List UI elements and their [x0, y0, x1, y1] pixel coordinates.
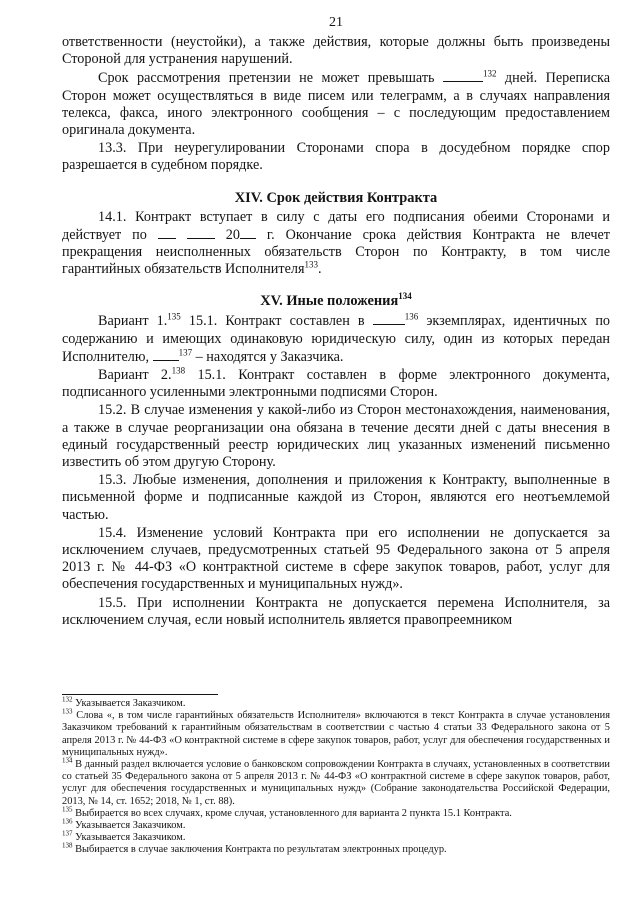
- footnote-ref: 132: [482, 68, 497, 79]
- paragraph-14-1: 14.1. Контракт вступает в силу с даты его подписания обеими Сторонами и действует по 20 г. Окончание срока действия Контракта не влечет прекращения неисполненных обязательств Сторон по Контракту, в том числе гарантийных обязательств Исполнителя$^{133}$.: [62, 208, 611, 278]
- footnotes: [62, 695, 610, 857]
- footnote-ref: 136: [404, 311, 419, 322]
- paragraph-variant-2: Вариант 2.$^{138}$ 15.1. Контракт составлен в форме электронного документа, подписанного усиленными электронными подписями Сторон.: [62, 365, 610, 401]
- fill-blank: [240, 226, 256, 239]
- paragraph-15-4: 15.4. Изменение условий Контракта при его исполнении не допускается за исключением случаев, предусмотренных статьей 95 Федерального закона от 5 апреля 2013 г. № 44-ФЗ «О контрактной системе в сфере закупок товаров, работ, услуг для обеспечения государственных и муниципальных нужд».: [62, 524, 610, 593]
- paragraph-13-3: 13.3. При неурегулировании Сторонами спора в досудебном порядке спор разрешается в судебном порядке.: [62, 140, 610, 174]
- fill-blank: [443, 69, 483, 82]
- footnote-item: $^{137}$ Указывается Заказчиком.: [62, 829, 186, 844]
- fill-blank: [373, 312, 405, 325]
- document-page: [62, 14, 610, 629]
- page-number: 21: [329, 15, 343, 30]
- paragraph-15-3: 15.3. Любые изменения, дополнения и приложения к Контракту, выполненные в письменной форме и подписанные каждой из Сторон, являются его неотъемлемой частью.: [62, 472, 610, 523]
- document-body: [62, 34, 610, 629]
- paragraph-15-5: 15.5. При исполнении Контракта не допускается перемена Исполнителя, за исключением случая, если новый исполнитель является правопреемником: [62, 594, 610, 628]
- fill-blank: [153, 348, 179, 361]
- footnote-ref: 133: [304, 259, 318, 270]
- footnote-item: $^{135}$ Выбирается во всех случаях, кроме случая, установленного для варианта 2 пункта 15.1 Контракта.: [62, 805, 512, 819]
- fill-blank: [187, 226, 215, 239]
- footnote-item: $^{136}$ Указывается Заказчиком.: [62, 817, 186, 832]
- fill-blank: [158, 226, 176, 239]
- footnote-ref: 138: [171, 365, 186, 376]
- footnote-ref: 134: [398, 291, 412, 302]
- footnote-separator: [62, 694, 218, 695]
- footnote-item: $^{134}$ В данный раздел включается условие о банковском сопровождении Контракта в случаях, установленных в соответствии со статьей 35 Федерального закона от 5 апреля 2013 г. № 44-ФЗ «О контрактной системе в сфере закупок товаров, работ, услуг для обеспечения государственных и муниципальных нужд» (Собрание законодательства Российской Федерации, 2013, № 14, ст. 1652; 2018, № 1, ст. 88).: [62, 756, 610, 807]
- paragraph-claim-period: Срок рассмотрения претензии не может превышать $^{132}$ дней. Переписка Сторон может осуществляться в виде писем или телеграмм, а в случаях направления телекса, факса, иного электронного сообщения – с последующим предоставлением оригинала документа.: [62, 68, 611, 139]
- footnote-ref: 137: [178, 347, 193, 358]
- section-heading-xiv: XIV. Срок действия Контракта: [234, 189, 438, 206]
- section-heading-xv: XV. Иные положения$^{134}$: [260, 291, 412, 310]
- footnote-item: $^{138}$ Выбирается в случае заключения Контракта по результатам электронных процедур.: [62, 841, 447, 856]
- paragraph-continuation: ответственности (неустойки), а также действия, которые должны быть произведены Стороной для устранения нарушений.: [62, 34, 610, 68]
- footnote-item: $^{133}$ Слова «, в том числе гарантийных обязательств Исполнителя» включаются в текст Контракта в случае установления Заказчиком требований к гарантийным обязательствам в соответствии с частью 4 статьи 33 Федерального закона от 5 апреля 2013 г. № 44-ФЗ «О контрактной системе в сфере закупок товаров, работ, услуг для обеспечения государственных и муниципальных нужд».: [62, 707, 610, 758]
- footnote-item: $^{132}$ Указывается Заказчиком.: [62, 695, 186, 709]
- paragraph-15-2: 15.2. В случае изменения у какой-либо из Сторон местонахождения, наименования, а также в случае реорганизации она обязана в течение десяти дней с даты внесения в единый государственный реестр юридических лиц указанных изменений письменно известить об этом другую Сторону.: [62, 402, 610, 471]
- paragraph-variant-1: Вариант 1.$^{135}$ 15.1. Контракт составлен в $^{136}$ экземплярах, идентичных по содержанию и имеющих одинаковую юридическую силу, один из которых передан Исполнителю, $^{137}$ – находятся у Заказчика.: [62, 311, 610, 365]
- footnote-ref: 135: [167, 311, 181, 322]
